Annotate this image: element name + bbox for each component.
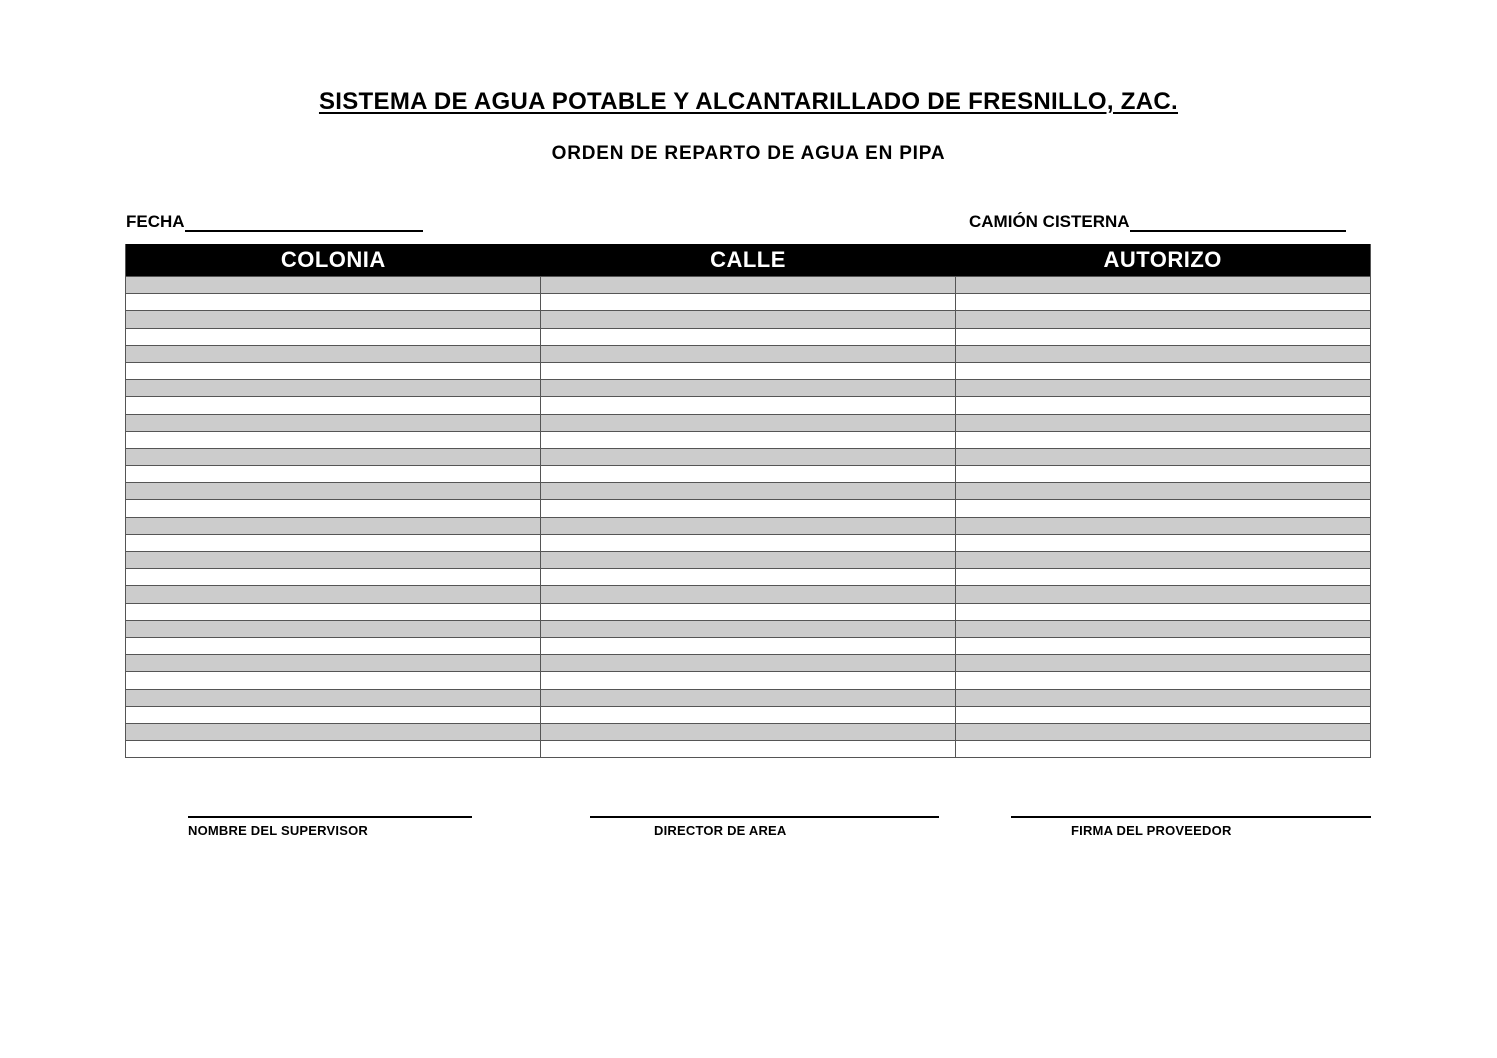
table-cell-autorizo[interactable] (955, 311, 1370, 327)
table-cell-autorizo[interactable] (955, 294, 1370, 310)
table-cell-calle[interactable] (540, 621, 955, 637)
table-cell-colonia[interactable] (126, 311, 540, 327)
table-cell-autorizo[interactable] (955, 638, 1370, 654)
table-cell-colonia[interactable] (126, 432, 540, 448)
table-cell-calle[interactable] (540, 432, 955, 448)
table-cell-colonia[interactable] (126, 277, 540, 293)
table-cell-calle[interactable] (540, 535, 955, 551)
table-cell-calle[interactable] (540, 672, 955, 688)
table-cell-colonia[interactable] (126, 380, 540, 396)
table-row (126, 293, 1370, 310)
camion-cisterna-field[interactable] (969, 211, 1346, 232)
table-cell-calle[interactable] (540, 483, 955, 499)
table-row (126, 431, 1370, 448)
signature-label: NOMBRE DEL SUPERVISOR (188, 823, 368, 838)
table-cell-autorizo[interactable] (955, 380, 1370, 396)
table-cell-colonia[interactable] (126, 621, 540, 637)
signature-supervisor[interactable] (188, 816, 472, 838)
table-cell-colonia[interactable] (126, 397, 540, 413)
table-cell-colonia[interactable] (126, 638, 540, 654)
table-row (126, 534, 1370, 551)
table-cell-autorizo[interactable] (955, 586, 1370, 602)
table-cell-autorizo[interactable] (955, 397, 1370, 413)
table-cell-colonia[interactable] (126, 518, 540, 534)
table-cell-calle[interactable] (540, 518, 955, 534)
table-row (126, 379, 1370, 396)
table-row (126, 482, 1370, 499)
table-cell-colonia[interactable] (126, 466, 540, 482)
table-cell-calle[interactable] (540, 655, 955, 671)
table-cell-calle[interactable] (540, 741, 955, 757)
table-row (126, 396, 1370, 413)
table-cell-calle[interactable] (540, 638, 955, 654)
table-cell-calle[interactable] (540, 586, 955, 602)
column-header-colonia: COLONIA (280, 247, 386, 272)
table-cell-autorizo[interactable] (955, 363, 1370, 379)
table-cell-colonia[interactable] (126, 346, 540, 362)
signature-label: DIRECTOR DE AREA (654, 823, 787, 838)
table-cell-calle[interactable] (540, 466, 955, 482)
table-cell-autorizo[interactable] (955, 415, 1370, 431)
table-cell-calle[interactable] (540, 346, 955, 362)
table-cell-calle[interactable] (540, 415, 955, 431)
table-cell-colonia[interactable] (126, 449, 540, 465)
camion-cisterna-label: CAMIÓN CISTERNA (969, 212, 1130, 231)
table-cell-autorizo[interactable] (955, 672, 1370, 688)
table-cell-calle[interactable] (540, 500, 955, 516)
table-row (126, 637, 1370, 654)
table-cell-colonia[interactable] (126, 294, 540, 310)
table-cell-autorizo[interactable] (955, 483, 1370, 499)
table-cell-autorizo[interactable] (955, 346, 1370, 362)
table-cell-autorizo[interactable] (955, 552, 1370, 568)
table-cell-calle[interactable] (540, 311, 955, 327)
table-cell-autorizo[interactable] (955, 707, 1370, 723)
table-row (126, 568, 1370, 585)
table-cell-autorizo[interactable] (955, 466, 1370, 482)
table-row (126, 723, 1370, 740)
signature-director[interactable] (590, 816, 939, 838)
table-cell-calle[interactable] (540, 294, 955, 310)
table-cell-colonia[interactable] (126, 483, 540, 499)
table-cell-autorizo[interactable] (955, 569, 1370, 585)
table-cell-calle[interactable] (540, 707, 955, 723)
table-row (126, 706, 1370, 723)
table-body (126, 276, 1370, 757)
table-cell-colonia[interactable] (126, 586, 540, 602)
column-header-calle: CALLE (710, 247, 786, 272)
table-cell-colonia[interactable] (126, 690, 540, 706)
table-cell-colonia[interactable] (126, 415, 540, 431)
table-cell-autorizo[interactable] (955, 724, 1370, 740)
table-row (126, 620, 1370, 637)
table-cell-calle[interactable] (540, 552, 955, 568)
document-title-text: SISTEMA DE AGUA POTABLE Y ALCANTARILLADO DE FRESNILLO, ZAC. (318, 88, 1179, 115)
table-cell-colonia[interactable] (126, 500, 540, 516)
table-row (126, 585, 1370, 602)
table-cell-colonia[interactable] (126, 604, 540, 620)
table-cell-autorizo[interactable] (955, 621, 1370, 637)
table-cell-autorizo[interactable] (955, 518, 1370, 534)
signature-label: FIRMA DEL PROVEEDOR (1071, 823, 1232, 838)
table-cell-calle[interactable] (540, 397, 955, 413)
table-cell-calle[interactable] (540, 690, 955, 706)
table-row (126, 603, 1370, 620)
document-title (0, 88, 1497, 116)
signature-line[interactable] (1011, 816, 1371, 818)
table-cell-autorizo[interactable] (955, 535, 1370, 551)
column-header-autorizo: AUTORIZO (1103, 247, 1222, 272)
table-cell-calle[interactable] (540, 604, 955, 620)
camion-cisterna-input-line[interactable] (1130, 211, 1346, 232)
table-row (126, 465, 1370, 482)
table-row (126, 654, 1370, 671)
table-header (126, 244, 1370, 276)
table-cell-colonia[interactable] (126, 552, 540, 568)
table-cell-autorizo[interactable] (955, 655, 1370, 671)
document-subtitle: ORDEN DE REPARTO DE AGUA EN PIPA (551, 143, 946, 164)
table-cell-colonia[interactable] (126, 707, 540, 723)
table-cell-autorizo[interactable] (955, 432, 1370, 448)
table-cell-colonia[interactable] (126, 363, 540, 379)
table-row (126, 414, 1370, 431)
table-row (126, 345, 1370, 362)
table-cell-colonia[interactable] (126, 672, 540, 688)
table-cell-autorizo[interactable] (955, 604, 1370, 620)
delivery-table (125, 244, 1371, 758)
table-cell-colonia[interactable] (126, 569, 540, 585)
table-row (126, 740, 1370, 757)
table-cell-colonia[interactable] (126, 655, 540, 671)
table-cell-calle[interactable] (540, 363, 955, 379)
table-cell-autorizo[interactable] (955, 741, 1370, 757)
table-row (126, 362, 1370, 379)
table-row (126, 499, 1370, 516)
table-row (126, 671, 1370, 688)
table-cell-colonia[interactable] (126, 741, 540, 757)
table-row (126, 328, 1370, 345)
signature-line[interactable] (188, 816, 472, 818)
table-cell-colonia[interactable] (126, 724, 540, 740)
table-row (126, 310, 1370, 327)
table-cell-calle[interactable] (540, 380, 955, 396)
table-cell-autorizo[interactable] (955, 329, 1370, 345)
table-row (126, 517, 1370, 534)
table-cell-calle[interactable] (540, 329, 955, 345)
table-cell-autorizo[interactable] (955, 277, 1370, 293)
table-cell-colonia[interactable] (126, 329, 540, 345)
fecha-input-line[interactable] (185, 211, 423, 232)
table-cell-colonia[interactable] (126, 535, 540, 551)
table-cell-calle[interactable] (540, 569, 955, 585)
fecha-field[interactable] (126, 211, 423, 232)
table-row (126, 551, 1370, 568)
table-row (126, 448, 1370, 465)
table-cell-calle[interactable] (540, 449, 955, 465)
table-cell-autorizo[interactable] (955, 449, 1370, 465)
fecha-label: FECHA (126, 212, 185, 231)
table-cell-calle[interactable] (540, 724, 955, 740)
table-cell-autorizo[interactable] (955, 690, 1370, 706)
signature-proveedor[interactable] (1011, 816, 1371, 838)
table-row (126, 276, 1370, 293)
signature-line[interactable] (590, 816, 939, 818)
table-cell-calle[interactable] (540, 277, 955, 293)
table-cell-autorizo[interactable] (955, 500, 1370, 516)
table-row (126, 689, 1370, 706)
